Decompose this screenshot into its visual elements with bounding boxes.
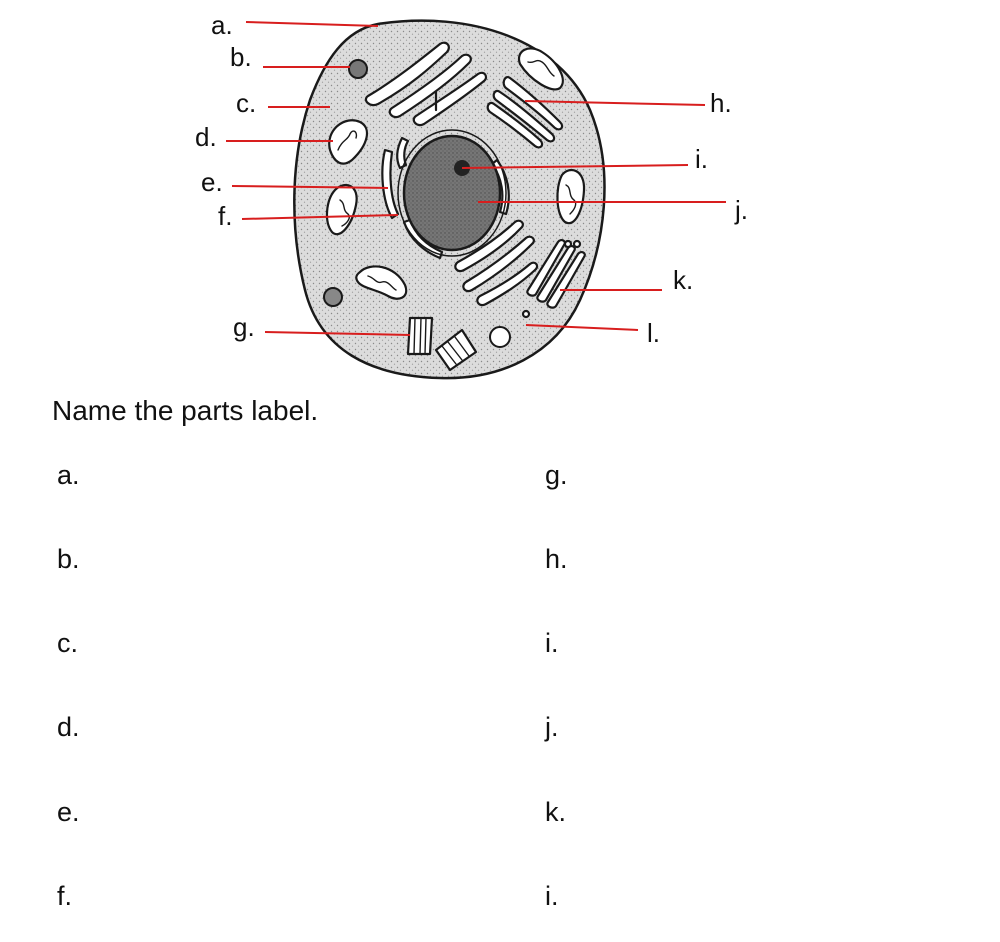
label-g: g. <box>233 312 255 342</box>
answer-b[interactable]: b. <box>57 544 80 574</box>
question-text: Name the parts label. <box>52 395 319 426</box>
label-a: a. <box>211 10 233 40</box>
cell-diagram <box>0 0 1000 400</box>
answer-j[interactable]: j. <box>545 712 559 742</box>
lysosome-b <box>349 60 367 78</box>
answer-e[interactable]: e. <box>57 797 80 827</box>
lysosome <box>324 288 342 306</box>
answer-a[interactable]: a. <box>57 460 80 490</box>
answer-f[interactable]: f. <box>57 881 73 911</box>
label-f: f. <box>218 201 233 231</box>
answer-c[interactable]: c. <box>57 628 79 658</box>
answer-g[interactable]: g. <box>545 460 568 490</box>
label-l: l. <box>647 318 660 348</box>
answer-h[interactable]: h. <box>545 544 568 574</box>
answer-i[interactable]: i. <box>545 628 559 658</box>
label-i: i. <box>695 144 708 174</box>
label-h: h. <box>710 88 732 118</box>
label-b: b. <box>230 42 252 72</box>
label-c: c. <box>236 88 257 118</box>
vesicle <box>490 327 510 347</box>
label-e: e. <box>201 167 223 197</box>
nucleus <box>404 136 500 250</box>
answer-l[interactable]: i. <box>545 881 559 911</box>
answer-d[interactable]: d. <box>57 712 80 742</box>
answer-k[interactable]: k. <box>545 797 567 827</box>
label-k: k. <box>673 265 694 295</box>
label-j: j. <box>735 195 748 225</box>
label-d: d. <box>195 122 217 152</box>
